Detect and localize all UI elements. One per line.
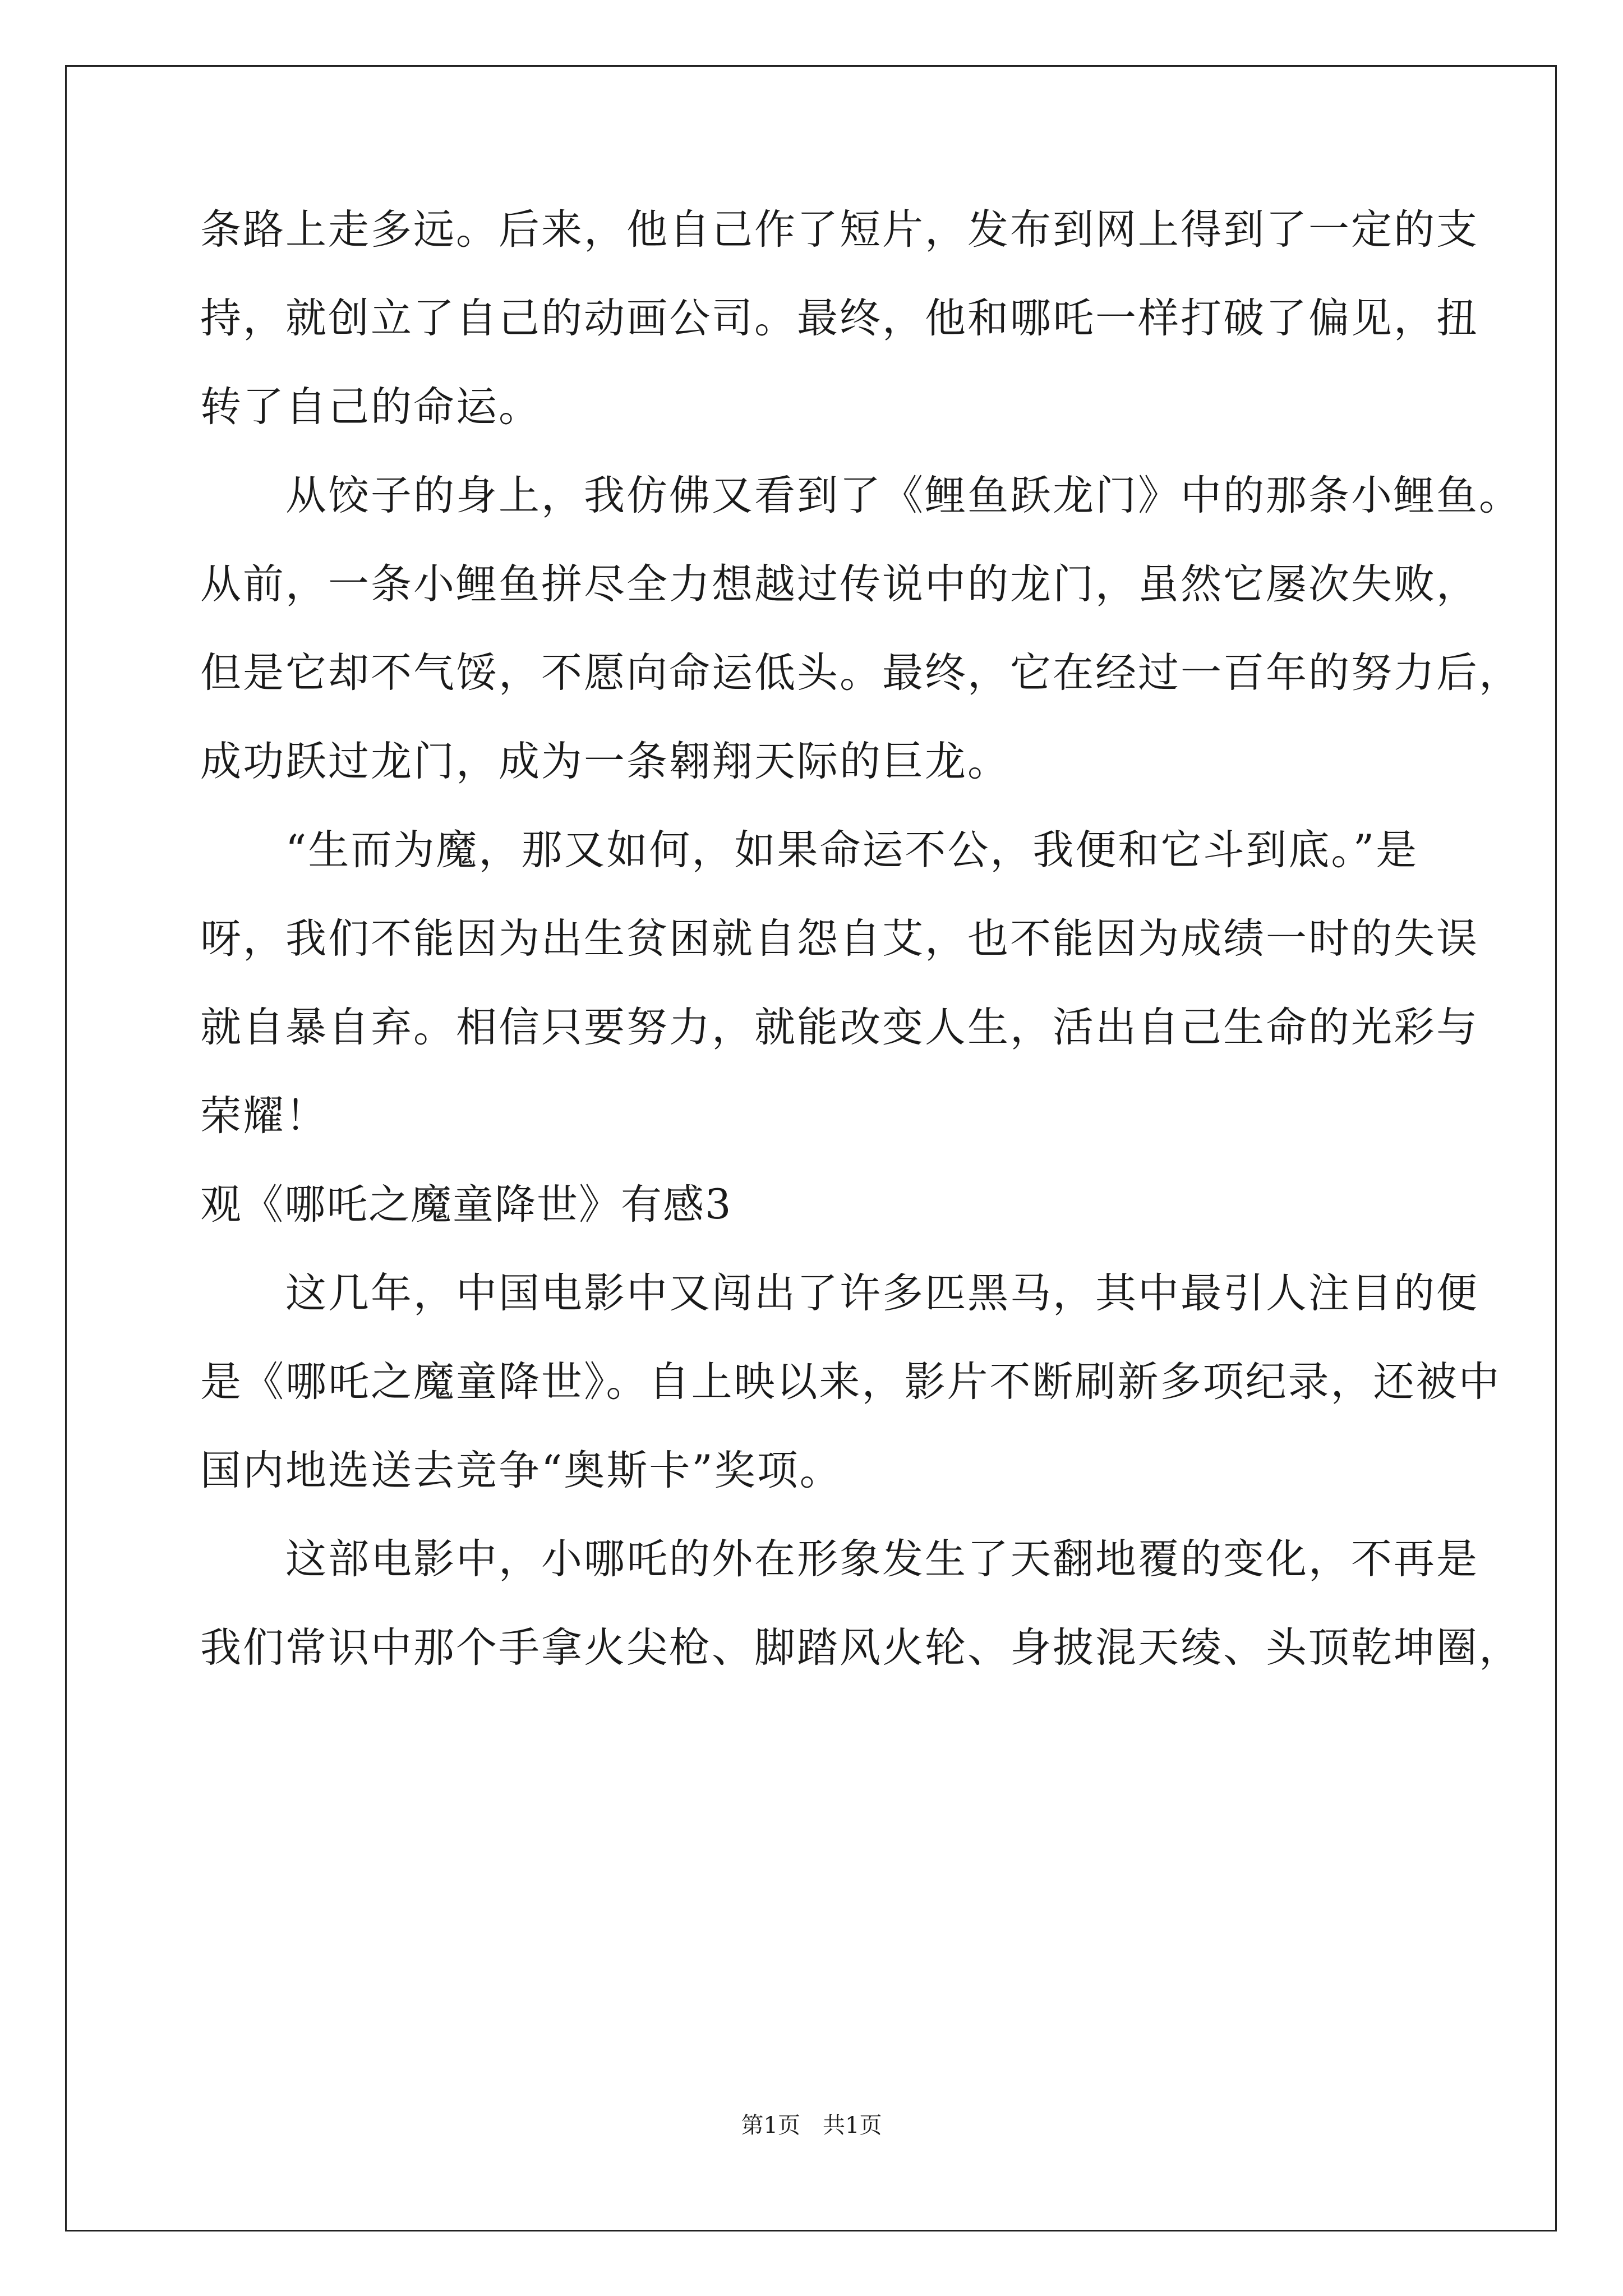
text-line-15: 国内地选送去竞争“奥斯卡”奖项。 xyxy=(200,1447,842,1494)
text-line-2: 持，就创立了自己的动画公司。最终，他和哪吒一样打破了偏见，扭 xyxy=(200,295,1479,342)
text-line-10: 就自暴自弃。相信只要努力，就能改变人生，活出自己生命的光彩与 xyxy=(200,1004,1479,1051)
section-heading: 观《哪吒之魔童降世》有感3 xyxy=(200,1181,732,1228)
text-line-4: 从饺子的身上，我仿佛又看到了《鲤鱼跃龙门》中的那条小鲤鱼。 xyxy=(200,472,1521,519)
text-line-16: 这部电影中，小哪吒的外在形象发生了天翻地覆的变化，不再是 xyxy=(200,1535,1479,1583)
text-line-3: 转了自己的命运。 xyxy=(200,383,541,431)
text-line-1: 条路上走多远。后来，他自己作了短片，发布到网上得到了一定的支 xyxy=(200,206,1479,254)
text-line-6: 但是它却不气馁，不愿向命运低头。最终，它在经过一百年的努力后， xyxy=(200,649,1521,697)
text-line-8: “生而为魔，那又如何，如果命运不公，我便和它斗到底。”是 xyxy=(200,826,1419,874)
text-line-17: 我们常识中那个手拿火尖枪、脚踏风火轮、身披混天绫、头顶乾坤圈， xyxy=(200,1624,1521,1672)
text-line-11: 荣耀！ xyxy=(200,1092,328,1140)
text-line-7: 成功跃过龙门，成为一条翱翔天际的巨龙。 xyxy=(200,738,1010,785)
text-line-9: 呀，我们不能因为出生贫困就自怨自艾，也不能因为成绩一时的失误 xyxy=(200,915,1479,963)
text-line-5: 从前，一条小鲤鱼拼尽全力想越过传说中的龙门，虽然它屡次失败， xyxy=(200,560,1479,608)
page-number-footer: 第1页 共1页 xyxy=(741,2113,882,2138)
text-line-13: 这几年，中国电影中又闯出了许多匹黑马，其中最引人注目的便 xyxy=(200,1269,1479,1317)
text-line-14: 是《哪吒之魔童降世》。自上映以来，影片不断刷新多项纪录，还被中 xyxy=(200,1358,1501,1406)
